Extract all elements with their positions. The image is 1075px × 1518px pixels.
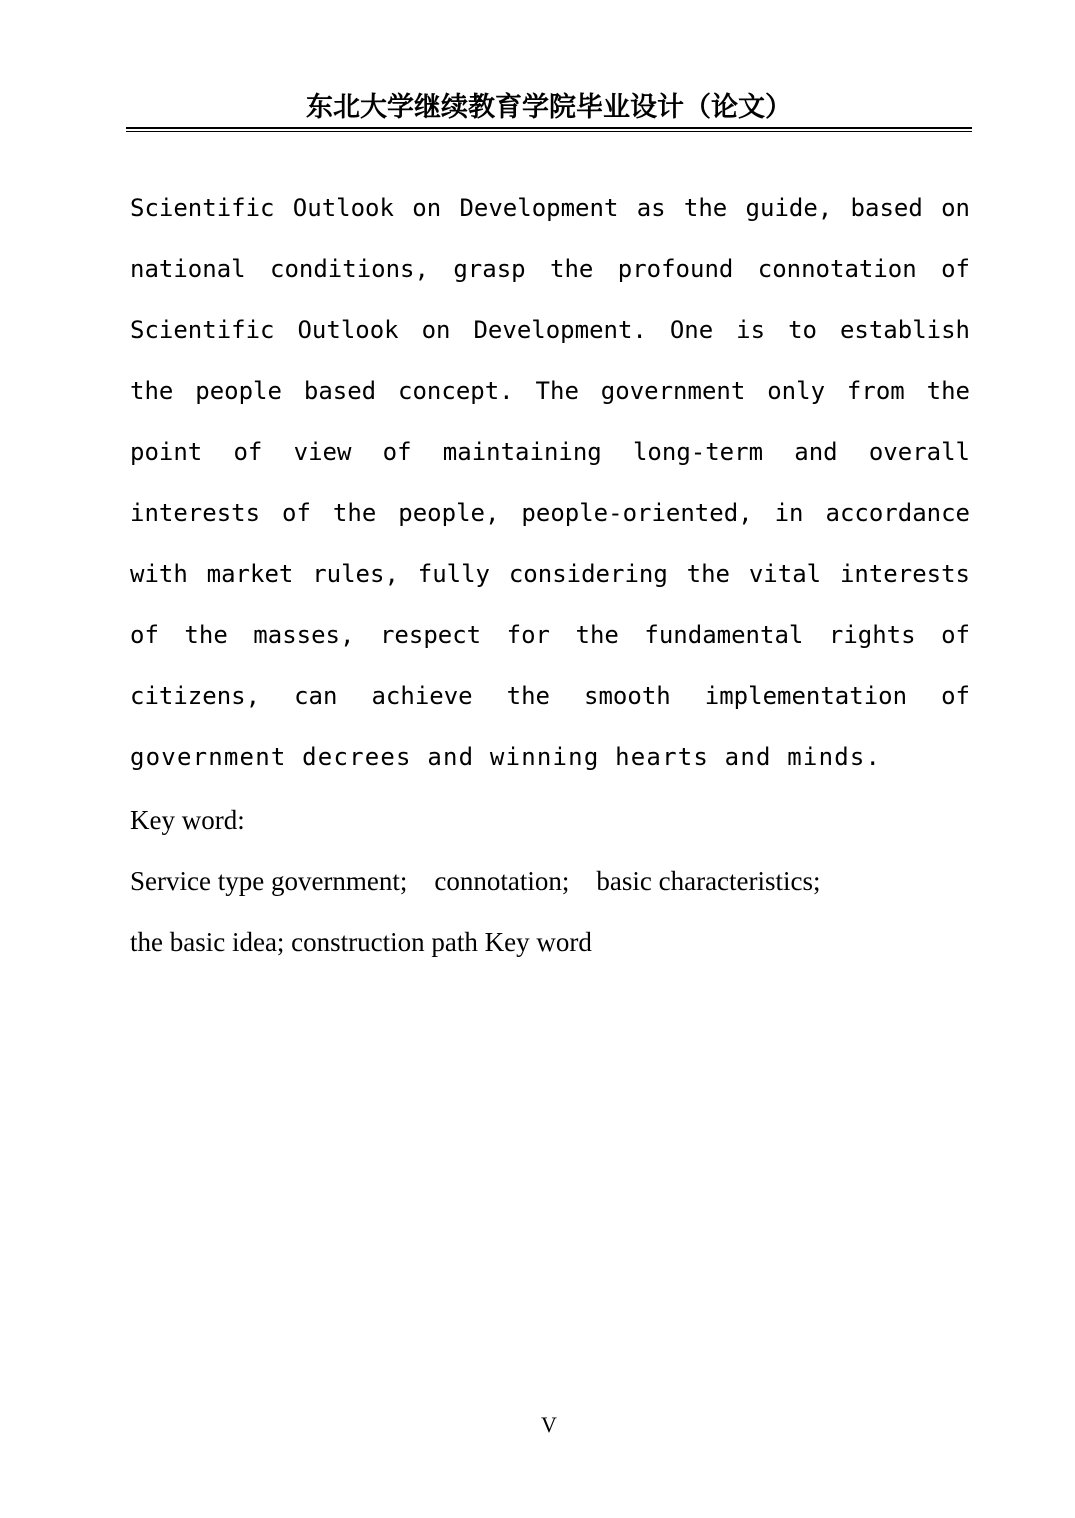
keywords-label: Key word: <box>130 805 245 835</box>
abstract-line: the people based concept. The government only from the <box>130 377 970 405</box>
abstract-line: interests of the people, people-oriented, in accordance <box>130 499 970 527</box>
abstract-line: national conditions, grasp the profound connotation of <box>130 255 970 283</box>
abstract-line: government decrees and winning hearts and minds. <box>130 743 882 771</box>
abstract-line: citizens, can achieve the smooth implementation of <box>130 682 970 710</box>
abstract-line: with market rules, fully considering the vital interests <box>130 560 970 588</box>
header-rule-thin <box>126 131 972 132</box>
abstract-line: of the masses, respect for the fundamental rights of <box>130 621 970 649</box>
keywords-line: Service type government; connotation; basic characteristics; <box>130 866 821 896</box>
keywords-section <box>130 790 970 973</box>
page-number: V <box>541 1412 557 1437</box>
abstract-paragraph <box>130 178 970 788</box>
page-header-title: 东北大学继续教育学院毕业设计（论文） <box>306 92 792 123</box>
abstract-line: Scientific Outlook on Development. One is to establish <box>130 316 970 344</box>
keywords-line: the basic idea; construction path Key word <box>130 927 592 957</box>
abstract-line: Scientific Outlook on Development as the guide, based on <box>130 194 970 222</box>
abstract-line: point of view of maintaining long-term and overall <box>130 438 970 466</box>
header-rule-thick <box>126 127 972 129</box>
